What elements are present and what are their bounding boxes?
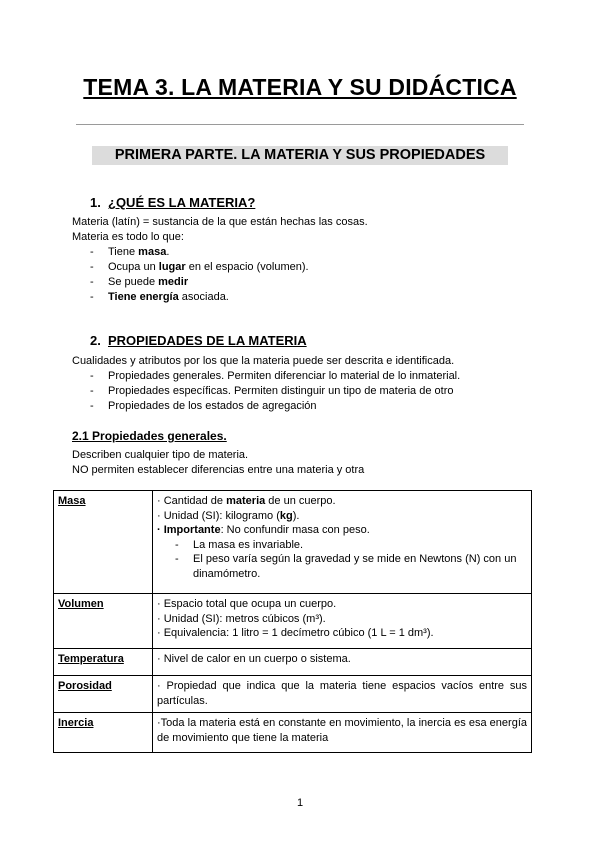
definition-temperatura: · Nivel de calor en un cuerpo o sistema.: [153, 649, 532, 676]
table-row: [54, 491, 532, 594]
definition-volumen: · Espacio total que ocupa un cuerpo. · Unidad (SI): metros cúbicos (m³). · Equivalencia: 1 litro = 1 decímetro cúbico (1 L = 1 dm³).: [153, 594, 532, 649]
subsection-line-1: Describen cualquier tipo de materia.: [72, 449, 249, 461]
section-1-title: ¿QUÉ ES LA MATERIA?: [108, 195, 256, 210]
subsection-heading: 2.1 Propiedades generales.: [72, 429, 227, 443]
section-1-line-2: Materia es todo lo que:: [72, 231, 184, 243]
section-2-heading: [90, 333, 307, 348]
section-1-number: 1.: [90, 195, 101, 210]
list-item: - Ocupa un lugar en el espacio (volumen).: [90, 261, 309, 273]
term-inercia: Inercia: [54, 713, 153, 753]
term-volumen: Volumen: [54, 594, 153, 649]
definition-masa: · Cantidad de materia de un cuerpo. · Unidad (SI): kilogramo (kg). · Importante: No confundir masa con peso. - La masa es invariable. - El peso varía según la gravedad y se mide en Newtons (N) con un dinamómetro.: [153, 491, 532, 594]
section-2-title: PROPIEDADES DE LA MATERIA: [108, 333, 307, 348]
table-row: [54, 649, 532, 676]
list-item: - Propiedades específicas. Permiten distinguir un tipo de materia de otro: [90, 385, 454, 397]
general-properties-table: [53, 490, 532, 753]
page-number: 1: [296, 797, 304, 809]
list-item: - Se puede medir: [90, 276, 189, 288]
section-2-intro: Cualidades y atributos por los que la materia puede ser descrita e identificada.: [72, 355, 455, 367]
definition-inercia: ·Toda la materia está en constante en movimiento, la inercia es esa energía de movimiento que tiene la materia: [153, 713, 532, 753]
part-banner-text: PRIMERA PARTE. LA MATERIA Y SUS PROPIEDADES: [114, 147, 486, 163]
list-item: - Propiedades de los estados de agregación: [90, 400, 317, 412]
title-divider: [76, 124, 524, 125]
part-banner: [92, 146, 508, 165]
definition-porosidad: · Propiedad que indica que la materia tiene espacios vacíos entre sus partículas.: [153, 676, 532, 713]
term-temperatura: Temperatura: [54, 649, 153, 676]
document-title: TEMA 3. LA MATERIA Y SU DIDÁCTICA: [83, 74, 517, 100]
list-item: - Tiene energía asociada.: [90, 291, 229, 303]
section-1-line-1: Materia (latín) = sustancia de la que están hechas las cosas.: [72, 216, 368, 228]
term-porosidad: Porosidad: [54, 676, 153, 713]
term-masa: Masa: [54, 491, 153, 594]
table-row: [54, 676, 532, 713]
section-1-heading: [90, 195, 255, 210]
table-row: [54, 713, 532, 753]
list-item: - Tiene masa.: [90, 246, 170, 258]
table-row: [54, 594, 532, 649]
list-item: - Propiedades generales. Permiten diferenciar lo material de lo inmaterial.: [90, 370, 461, 382]
section-2-number: 2.: [90, 333, 101, 348]
subsection-line-2: NO permiten establecer diferencias entre una materia y otra: [72, 464, 365, 476]
